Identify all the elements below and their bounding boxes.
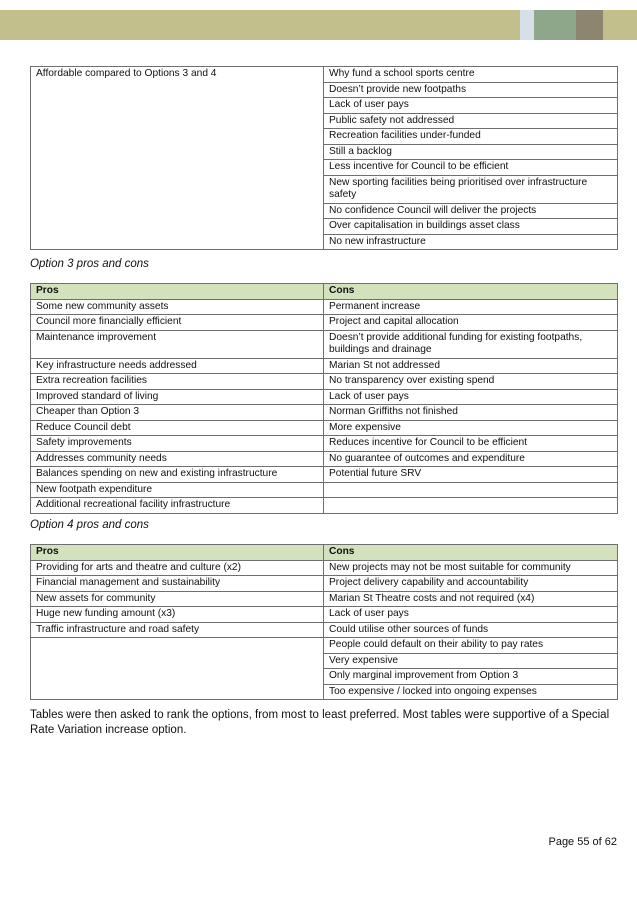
table-row: [31, 330, 618, 358]
cons-cell: Recreation facilities under-funded: [324, 129, 618, 145]
pros-cell: Addresses community needs: [31, 451, 324, 467]
cons-cell: Marian St Theatre costs and not required (x4): [324, 591, 618, 607]
cons-cell: Very expensive: [324, 653, 618, 669]
cons-cell: New sporting facilities being prioritised over infrastructure safety: [324, 175, 618, 203]
pros-cell: Cheaper than Option 3: [31, 405, 324, 421]
cons-cell: Over capitalisation in buildings asset class: [324, 219, 618, 235]
cons-cell: More expensive: [324, 420, 618, 436]
cons-cell: Marian St not addressed: [324, 358, 618, 374]
cons-cell: Project delivery capability and accountability: [324, 576, 618, 592]
table-row: [31, 622, 618, 638]
table-row: [31, 467, 618, 483]
table-row: [31, 482, 618, 498]
cons-cell: Why fund a school sports centre: [324, 67, 618, 83]
pros-cell: Maintenance improvement: [31, 330, 324, 358]
table-row: [31, 638, 618, 654]
pros-cell: New assets for community: [31, 591, 324, 607]
cons-cell: Potential future SRV: [324, 467, 618, 483]
pros-cell: Providing for arts and theatre and culture (x2): [31, 560, 324, 576]
table-row: [31, 560, 618, 576]
pros-cell: Traffic infrastructure and road safety: [31, 622, 324, 638]
table-row: [31, 299, 618, 315]
table-row: [31, 436, 618, 452]
option3-table: [30, 283, 618, 514]
table-row: [31, 315, 618, 331]
cons-cell: No transparency over existing spend: [324, 374, 618, 390]
table-row: [31, 67, 618, 83]
closing-paragraph: Tables were then asked to rank the options, from most to least preferred. Most tables were supportive of a Special Rate Variation increase option.: [30, 709, 610, 736]
pros-cell: Reduce Council debt: [31, 420, 324, 436]
cons-cell: Still a backlog: [324, 144, 618, 160]
table-row: [31, 389, 618, 405]
pros-cell: Key infrastructure needs addressed: [31, 358, 324, 374]
option2-continued-table: [30, 66, 618, 250]
option4-table: [30, 544, 618, 700]
cons-cell: Lack of user pays: [324, 389, 618, 405]
cons-header: Cons: [324, 284, 618, 300]
table-row: [31, 576, 618, 592]
header-block-brown: [576, 10, 603, 40]
table-header-row: [31, 284, 618, 300]
option3-heading: Option 3 pros and cons: [30, 258, 149, 270]
pros-header: Pros: [31, 545, 324, 561]
table-row: [31, 420, 618, 436]
cons-cell: Doesn’t provide new footpaths: [324, 82, 618, 98]
cons-cell: Reduces incentive for Council to be efficient: [324, 436, 618, 452]
cons-cell: Only marginal improvement from Option 3: [324, 669, 618, 685]
cons-cell: Public safety not addressed: [324, 113, 618, 129]
pros-cell: Additional recreational facility infrastructure: [31, 498, 324, 514]
cons-cell: No guarantee of outcomes and expenditure: [324, 451, 618, 467]
pros-cell: New footpath expenditure: [31, 482, 324, 498]
cons-cell: Permanent increase: [324, 299, 618, 315]
pros-cell: Improved standard of living: [31, 389, 324, 405]
cons-cell: New projects may not be most suitable for community: [324, 560, 618, 576]
pros-cell: Huge new funding amount (x3): [31, 607, 324, 623]
cons-cell: No new infrastructure: [324, 234, 618, 250]
pros-cell: Council more financially efficient: [31, 315, 324, 331]
cons-cell: People could default on their ability to pay rates: [324, 638, 618, 654]
table-row: [31, 405, 618, 421]
pros-cell: Affordable compared to Options 3 and 4: [31, 67, 324, 250]
cons-cell: [324, 498, 618, 514]
pros-cell: Balances spending on new and existing infrastructure: [31, 467, 324, 483]
header-block-green: [534, 10, 576, 40]
cons-cell: [324, 482, 618, 498]
table-row: [31, 607, 618, 623]
pros-cell: Some new community assets: [31, 299, 324, 315]
cons-cell: Too expensive / locked into ongoing expenses: [324, 684, 618, 700]
table-row: [31, 451, 618, 467]
table-row: [31, 498, 618, 514]
pros-cell: Financial management and sustainability: [31, 576, 324, 592]
cons-cell: Could utilise other sources of funds: [324, 622, 618, 638]
pros-cell: Extra recreation facilities: [31, 374, 324, 390]
cons-cell: Doesn’t provide additional funding for existing footpaths, buildings and drainage: [324, 330, 618, 358]
pros-cell: [31, 638, 324, 700]
cons-cell: Less incentive for Council to be efficient: [324, 160, 618, 176]
cons-cell: Lack of user pays: [324, 98, 618, 114]
table-row: [31, 374, 618, 390]
header-block-light: [520, 10, 534, 40]
page-number: Page 55 of 62: [548, 836, 617, 848]
cons-cell: Project and capital allocation: [324, 315, 618, 331]
option4-heading: Option 4 pros and cons: [30, 519, 149, 531]
cons-header: Cons: [324, 545, 618, 561]
table-header-row: [31, 545, 618, 561]
pros-header: Pros: [31, 284, 324, 300]
cons-cell: Norman Griffiths not finished: [324, 405, 618, 421]
pros-cell: Safety improvements: [31, 436, 324, 452]
table-row: [31, 591, 618, 607]
table-row: [31, 358, 618, 374]
cons-cell: Lack of user pays: [324, 607, 618, 623]
cons-cell: No confidence Council will deliver the projects: [324, 203, 618, 219]
